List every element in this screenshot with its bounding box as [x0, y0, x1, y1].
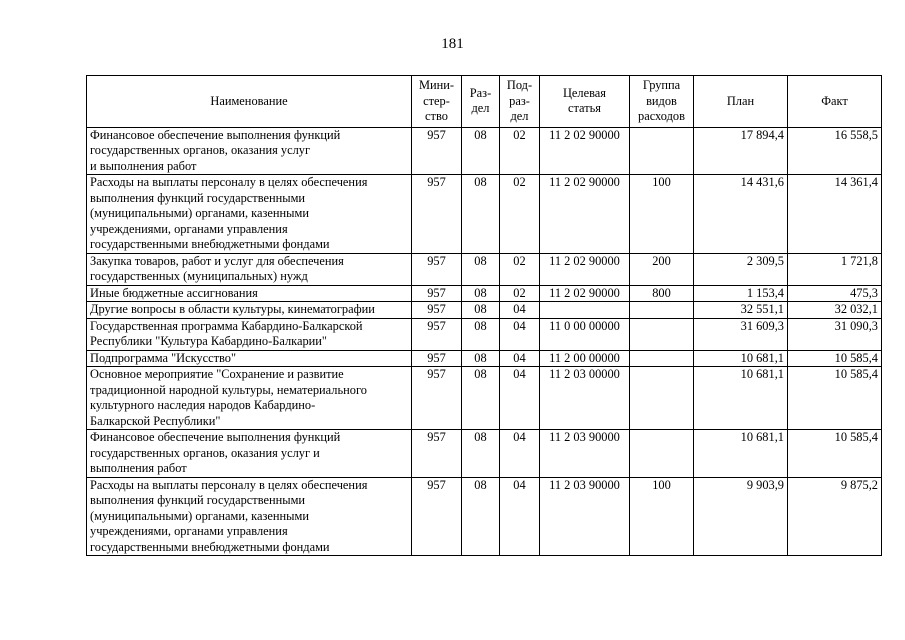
cell-subsection: 04 — [500, 430, 540, 478]
table-row — [87, 127, 882, 175]
cell-target: 11 2 03 00000 — [540, 367, 630, 430]
cell-target: 11 2 02 90000 — [540, 175, 630, 254]
cell-plan: 10 681,1 — [694, 350, 788, 367]
cell-name: Подпрограмма "Искусство" — [87, 350, 412, 367]
header-group: Группа видов расходов — [630, 76, 694, 128]
cell-section: 08 — [462, 318, 500, 350]
budget-table — [86, 75, 882, 556]
cell-ministry: 957 — [412, 285, 462, 302]
cell-fact: 1 721,8 — [788, 253, 882, 285]
table-row — [87, 175, 882, 254]
cell-group — [630, 127, 694, 175]
cell-section: 08 — [462, 127, 500, 175]
cell-plan: 2 309,5 — [694, 253, 788, 285]
cell-ministry: 957 — [412, 350, 462, 367]
header-plan: План — [694, 76, 788, 128]
cell-group — [630, 318, 694, 350]
header-ministry: Мини- стер- ство — [412, 76, 462, 128]
cell-plan: 17 894,4 — [694, 127, 788, 175]
cell-subsection: 02 — [500, 175, 540, 254]
cell-group: 100 — [630, 175, 694, 254]
cell-name: Расходы на выплаты персоналу в целях обеспечения выполнения функций государственными (муниципальными) органами, казенными учреждениями, органами управления государственными внебюджетными фондами — [87, 477, 412, 556]
cell-section: 08 — [462, 285, 500, 302]
cell-name: Финансовое обеспечение выполнения функций государственных органов, оказания услуг и выполнения работ — [87, 127, 412, 175]
cell-group: 200 — [630, 253, 694, 285]
cell-group — [630, 302, 694, 319]
cell-ministry: 957 — [412, 367, 462, 430]
cell-fact: 475,3 — [788, 285, 882, 302]
table-header — [87, 76, 882, 128]
cell-fact: 14 361,4 — [788, 175, 882, 254]
cell-ministry: 957 — [412, 127, 462, 175]
cell-section: 08 — [462, 477, 500, 556]
cell-subsection: 02 — [500, 285, 540, 302]
cell-name: Расходы на выплаты персоналу в целях обеспечения выполнения функций государственными (муниципальными) органами, казенными учреждениями, органами управления государственными внебюджетными фондами — [87, 175, 412, 254]
table-row — [87, 253, 882, 285]
cell-plan: 14 431,6 — [694, 175, 788, 254]
cell-group — [630, 430, 694, 478]
table-body — [87, 127, 882, 556]
cell-name: Финансовое обеспечение выполнения функций государственных органов, оказания услуг и выполнения работ — [87, 430, 412, 478]
cell-plan: 10 681,1 — [694, 367, 788, 430]
cell-subsection: 04 — [500, 350, 540, 367]
cell-section: 08 — [462, 175, 500, 254]
cell-name: Государственная программа Кабардино-Балкарской Республики "Культура Кабардино-Балкарии" — [87, 318, 412, 350]
table-row — [87, 367, 882, 430]
page-number: 181 — [441, 36, 464, 52]
cell-ministry: 957 — [412, 430, 462, 478]
cell-name: Иные бюджетные ассигнования — [87, 285, 412, 302]
cell-plan: 10 681,1 — [694, 430, 788, 478]
cell-target — [540, 302, 630, 319]
cell-name: Основное мероприятие "Сохранение и развитие традиционной народной культуры, нематериального культурного наследия народов Кабардино- Балкарской Республики" — [87, 367, 412, 430]
cell-name: Закупка товаров, работ и услуг для обеспечения государственных (муниципальных) нужд — [87, 253, 412, 285]
cell-ministry: 957 — [412, 302, 462, 319]
cell-name: Другие вопросы в области культуры, кинематографии — [87, 302, 412, 319]
cell-section: 08 — [462, 367, 500, 430]
cell-section: 08 — [462, 302, 500, 319]
cell-group — [630, 367, 694, 430]
cell-plan: 1 153,4 — [694, 285, 788, 302]
table-row — [87, 477, 882, 556]
cell-subsection: 04 — [500, 318, 540, 350]
header-name: Наименование — [87, 76, 412, 128]
table-row — [87, 350, 882, 367]
header-section: Раз- дел — [462, 76, 500, 128]
cell-target: 11 2 02 90000 — [540, 127, 630, 175]
cell-target: 11 2 00 00000 — [540, 350, 630, 367]
cut-off-text — [230, 630, 530, 640]
cell-fact: 10 585,4 — [788, 430, 882, 478]
cell-target: 11 0 00 00000 — [540, 318, 630, 350]
cell-fact: 10 585,4 — [788, 367, 882, 430]
cell-subsection: 02 — [500, 253, 540, 285]
cell-section: 08 — [462, 350, 500, 367]
cell-fact: 9 875,2 — [788, 477, 882, 556]
cell-target: 11 2 02 90000 — [540, 285, 630, 302]
cell-target: 11 2 03 90000 — [540, 430, 630, 478]
cell-subsection: 04 — [500, 367, 540, 430]
cell-target: 11 2 02 90000 — [540, 253, 630, 285]
cell-plan: 31 609,3 — [694, 318, 788, 350]
header-fact: Факт — [788, 76, 882, 128]
cell-ministry: 957 — [412, 253, 462, 285]
cell-fact: 32 032,1 — [788, 302, 882, 319]
cell-ministry: 957 — [412, 477, 462, 556]
table-row — [87, 285, 882, 302]
cell-plan: 32 551,1 — [694, 302, 788, 319]
header-subsection: Под- раз- дел — [500, 76, 540, 128]
cell-subsection: 02 — [500, 127, 540, 175]
cell-fact: 31 090,3 — [788, 318, 882, 350]
cell-section: 08 — [462, 430, 500, 478]
cell-subsection: 04 — [500, 302, 540, 319]
cell-fact: 10 585,4 — [788, 350, 882, 367]
cell-plan: 9 903,9 — [694, 477, 788, 556]
cell-group: 100 — [630, 477, 694, 556]
cell-section: 08 — [462, 253, 500, 285]
cell-fact: 16 558,5 — [788, 127, 882, 175]
table-row — [87, 318, 882, 350]
cell-ministry: 957 — [412, 318, 462, 350]
cell-ministry: 957 — [412, 175, 462, 254]
cell-subsection: 04 — [500, 477, 540, 556]
cell-group — [630, 350, 694, 367]
cell-target: 11 2 03 90000 — [540, 477, 630, 556]
cell-group: 800 — [630, 285, 694, 302]
table-row — [87, 302, 882, 319]
header-target: Целевая статья — [540, 76, 630, 128]
table-row — [87, 430, 882, 478]
